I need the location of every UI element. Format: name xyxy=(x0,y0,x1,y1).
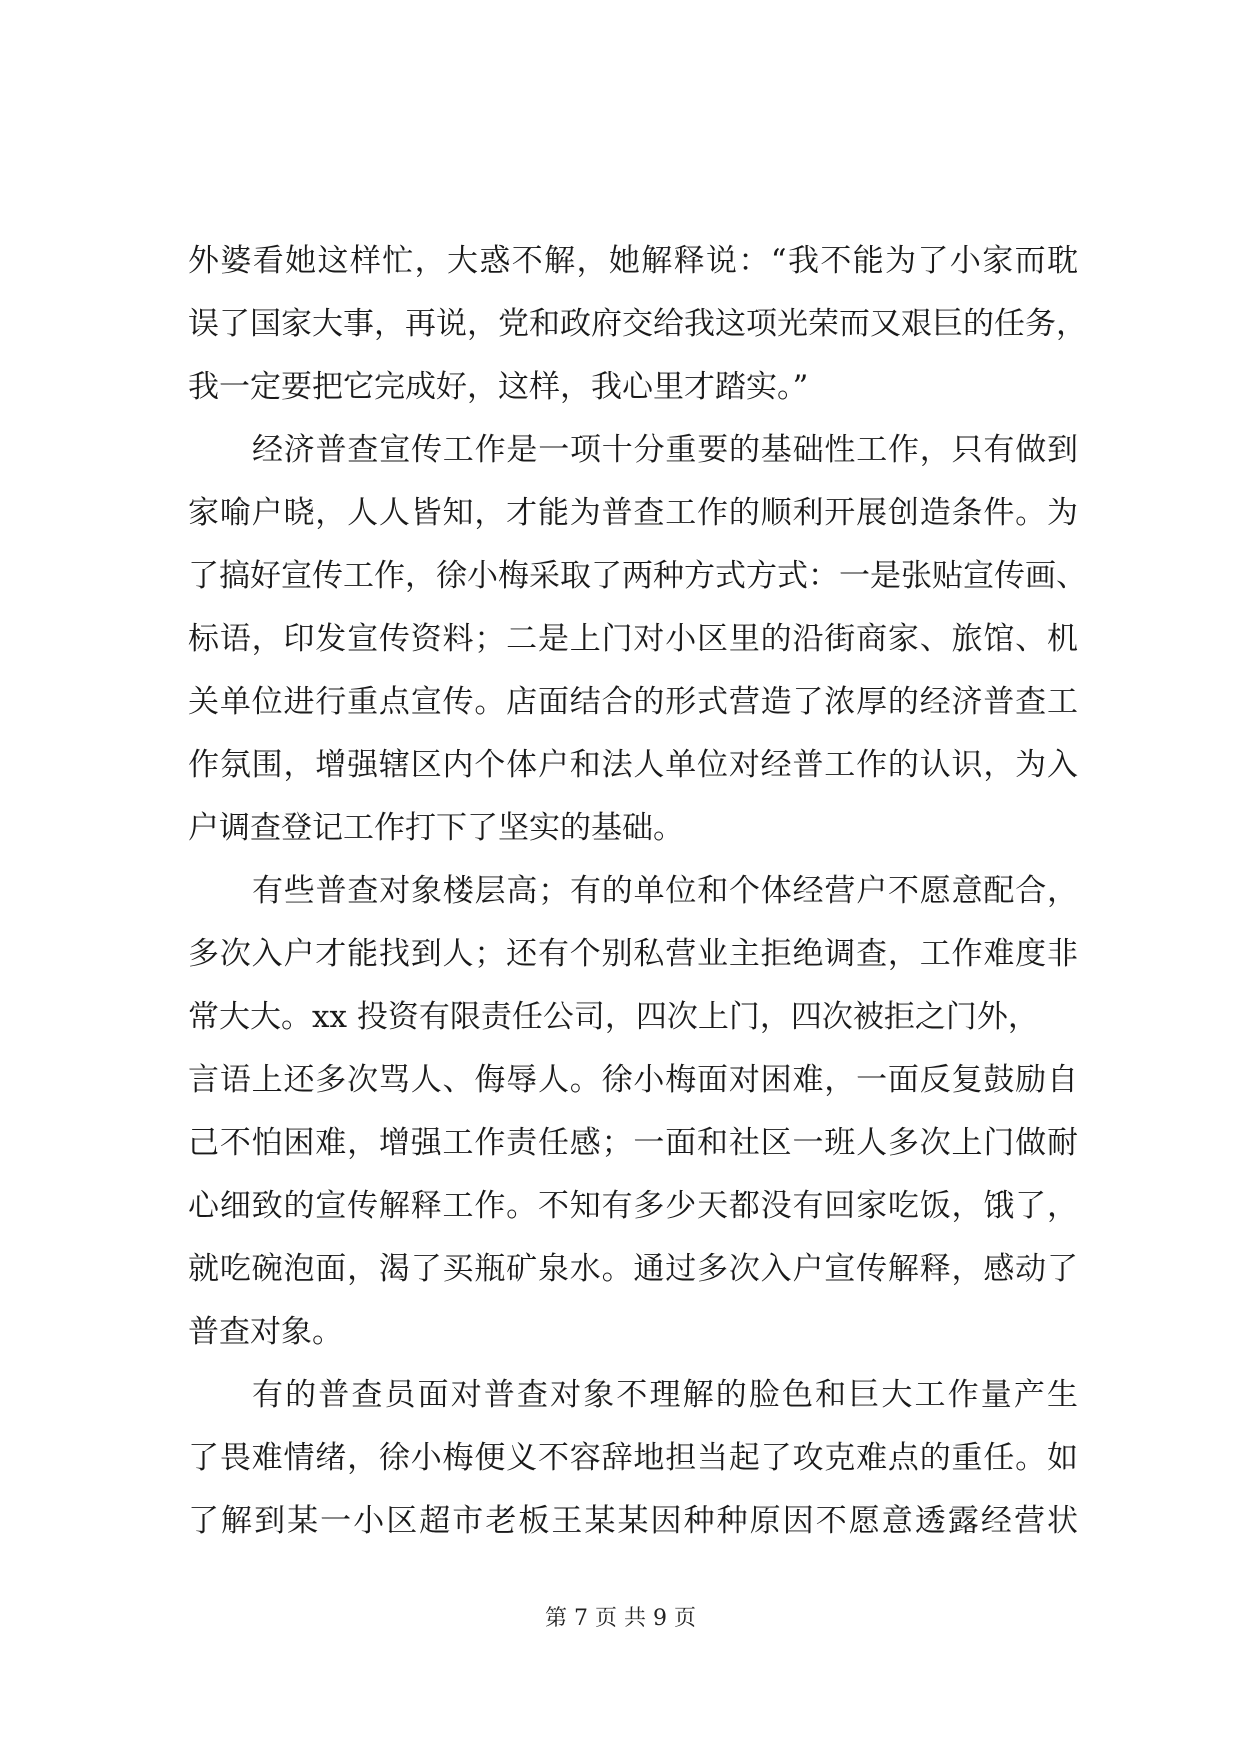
paragraph-first-line: 有些普查对象楼层高；有的单位和个体经营户不愿意配合， xyxy=(252,873,1078,909)
text-line-10: 户调查登记工作打下了坚实的基础。 xyxy=(188,810,684,846)
text-line-13: 常大大。xx 投资有限责任公司，四次上门，四次被拒之门外， xyxy=(188,999,1039,1035)
text-line-15: 己不怕困难，增强工作责任感；一面和社区一班人多次上门做耐 xyxy=(188,1125,1078,1161)
paragraph-first-line: 经济普查宣传工作是一项十分重要的基础性工作，只有做到 xyxy=(252,432,1078,468)
text-line-18: 普查对象。 xyxy=(188,1314,343,1350)
text-line-17: 就吃碗泡面，渴了买瓶矿泉水。通过多次入户宣传解释，感动了 xyxy=(188,1251,1078,1287)
text-line-1: 外婆看她这样忙，大惑不解，她解释说：“我不能为了小家而耽 xyxy=(188,243,1078,279)
document-body xyxy=(188,230,1087,1553)
paragraph-first-line: 有的普查员面对普查对象不理解的脸色和巨大工作量产生 xyxy=(252,1377,1078,1413)
text-line-21: 了解到某一小区超市老板王某某因种种原因不愿意透露经营状 xyxy=(188,1503,1078,1539)
text-line-5: 家喻户晓，人人皆知，才能为普查工作的顺利开展创造条件。为 xyxy=(188,495,1078,531)
text-line-12: 多次入户才能找到人；还有个别私营业主拒绝调查，工作难度非 xyxy=(188,936,1078,972)
text-line-9: 作氛围，增强辖区内个体户和法人单位对经普工作的认识，为入 xyxy=(188,747,1078,783)
text-line-7: 标语，印发宣传资料；二是上门对小区里的沿街商家、旅馆、机 xyxy=(188,621,1078,657)
text-line-6: 了搞好宣传工作，徐小梅采取了两种方式方式：一是张贴宣传画、 xyxy=(188,558,1087,594)
text-line-3: 我一定要把它完成好，这样，我心里才踏实。” xyxy=(188,369,809,405)
text-line-8: 关单位进行重点宣传。店面结合的形式营造了浓厚的经济普查工 xyxy=(188,684,1078,720)
text-line-16: 心细致的宣传解释工作。不知有多少天都没有回家吃饭，饿了， xyxy=(188,1188,1078,1224)
text-line-20: 了畏难情绪，徐小梅便义不容辞地担当起了攻克难点的重任。如 xyxy=(188,1440,1078,1476)
text-line-14: 言语上还多次骂人、侮辱人。徐小梅面对困难，一面反复鼓励自 xyxy=(188,1062,1078,1098)
page-number: 第 7 页 共 9 页 xyxy=(545,1606,696,1631)
text-line-2: 误了国家大事，再说，党和政府交给我这项光荣而又艰巨的任务， xyxy=(188,306,1087,342)
